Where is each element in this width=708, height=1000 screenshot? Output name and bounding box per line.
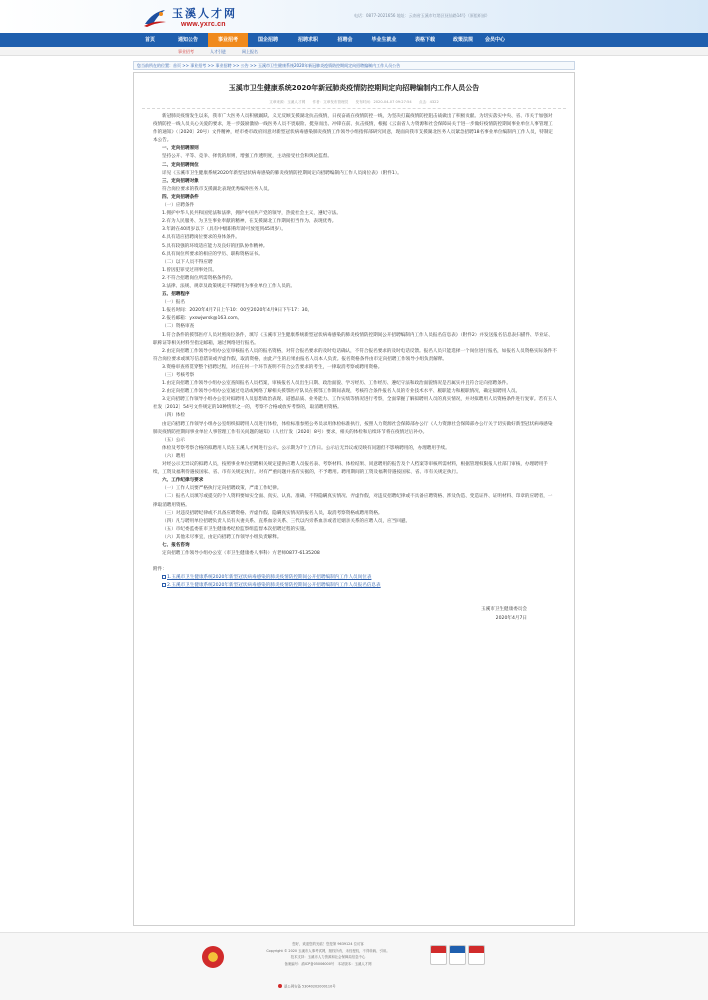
main-nav-items	[132, 33, 508, 47]
paragraph: 详见《玉溪市卫生健康系统2020年新型冠状病毒感染的肺炎疫情防控期间定向招聘编制内工作人员岗位表》（附件1）。	[162, 170, 402, 176]
police-record-text: 滇公网安备 53040202000110号	[284, 984, 336, 989]
section-heading: 四、定向招聘条件	[162, 194, 199, 200]
paragraph: 2.由定向招聘工作领导小组办公室通过电话或网络了解相关援鄂医疗队员在援鄂工作期间表现，考核符合条件报名人员的专业技术水平、履职能力和履职情况，确定拟聘用人员。	[162, 389, 521, 395]
attachment-1	[153, 574, 557, 582]
nav-item-4[interactable]: 招聘求职	[297, 37, 318, 43]
subnav-item-0[interactable]: 事业招考	[178, 49, 194, 54]
subnav-item-2[interactable]: 网上报名	[242, 49, 258, 54]
list-item: （五）市纪委监委驻市卫生健康委纪检监察组监督本次招聘过程的实施。	[162, 526, 310, 532]
header-contact-info: 电话：0877-2021656 地址：云南省玉溪市红塔区抚仙路14号（原组织部）	[354, 13, 490, 18]
paragraph: 对经公示无异议的拟聘人员，按照事业单位招聘相关规定提供应聘人员报名表、考察材料、体检结果、同意聘用的报告及个人档案等审核所需材料，根据管理权限报人社部门审核，办理聘用手续，工资及福利待遇按国家、省、市有关规定执行。对有严重问题并查有实据的，不予聘用。聘用期间的工资及福利待遇按国家、省、市有关规定执行。	[153, 462, 548, 476]
copyright: Copyright © 2020 玉溪市人事考试网，版权所有，未经授权，不得转载、引用。	[266, 948, 390, 953]
security-badge-icon[interactable]	[449, 945, 466, 965]
section-heading: 二、定向招聘岗位	[162, 162, 199, 168]
list-item: 2.不符合招聘岗位所需资格条件的。	[162, 275, 236, 281]
list-item: 2.有为人民服务、为卫生事业奉献的精神，在支援湖北工作期间担当作为、表现优秀。	[162, 219, 337, 225]
list-item: （四）凡与聘用单位招聘负责人员有夫妻关系、直系血亲关系、三代以内旁系血亲或者近姻亲关系的应聘人员，应当回避。	[162, 518, 411, 524]
subheading: （三）考核考察	[162, 373, 195, 378]
section-heading: 五、招聘程序	[162, 292, 190, 298]
list-item: 5.具有较强的环境适应能力及良好的团队协作精神。	[162, 243, 268, 249]
icp-record[interactable]: 备案编号：滇ICP备05006000号 本站版本：玉溪人才网	[284, 961, 372, 966]
list-item: 6.具有岗位所要求的相应的学历、职称资格证书。	[162, 251, 263, 257]
article-body	[153, 113, 557, 623]
visitor-count: 您好，欢迎您的光临！您是第 9639124 位访客	[292, 942, 364, 946]
logo-swoosh-icon	[143, 8, 167, 28]
list-item: 3.年龄在40周岁以下（具有中级职称年龄可放宽到45周岁）。	[162, 227, 287, 233]
site-logo-text[interactable]: 玉溪人才网	[172, 7, 237, 20]
network-police-badge-icon[interactable]	[468, 945, 485, 965]
sub-nav	[0, 47, 708, 56]
section-heading: 七、报名咨询	[162, 542, 190, 548]
subheading: （二）资格审查	[162, 324, 195, 330]
spacer	[153, 590, 557, 598]
section-heading: 六、工作纪律与要求	[162, 478, 204, 484]
article-panel	[133, 72, 575, 926]
list-item: 1.报名时间：2020年4月7日上午10：00至2020年4月9日下午17：30。	[162, 308, 313, 314]
site-footer	[0, 932, 708, 1000]
paragraph: 1.由定向招聘工作领导小组办公室查阅报名人员档案，审核报名人员出生日期、政治面貌、学习经历、工作经历、遵纪守法和政治面貌情况是否属实并且符合定向招聘条件。	[162, 381, 511, 387]
paragraph: 2.由定向招聘工作领导小组办公室审核报名人员的报名资格，对符合报名要求的及时电话确认，不符合报名要求的及时电话反馈。报名人员只能选择一个岗位进行报名，如报名人员资格实际条件不符合岗位要求或填写信息错误或弄虚作假，取消资格，由此产生的后果由报名人员本人负责。报名资格条件由市定向招聘工作领导小组负责解释。	[153, 348, 557, 362]
nav-item-5[interactable]: 招聘会	[337, 37, 353, 43]
title-divider	[142, 108, 566, 109]
paragraph: 由定向招聘工作领导小组办公室组织拟聘用人员进行体检，体检标准参照公务员录用体检标准执行，按照人力资源社会保障部办公厅《人力资源社会保障部办公厅关于切实做好新型冠状病毒感染肺炎疫情防控期间事业单位人事管理工作有关问题的通知》（人社厅发〔2020〕8号）要求，相关的体检和后续环节将在疫情过后补办。	[153, 421, 553, 435]
nav-item-0[interactable]: 首页	[144, 37, 155, 43]
nav-item-6[interactable]: 毕业生就业	[371, 37, 397, 43]
list-item: 1.曾因犯罪受过刑事处罚。	[162, 267, 217, 273]
paragraph: 坚持公开、平等、竞争、择优的原则，增强工作透明度，主动接受社会和舆论监督。	[162, 154, 332, 160]
list-item: 4.具有适应招聘岗位要求的身体条件。	[162, 235, 240, 241]
list-item: （一）工作人员要严格执行定向招聘政策，严肃工作纪律。	[162, 486, 282, 492]
spacer	[153, 598, 557, 606]
list-item: 3.法律、法规、规章及政策规定不得聘用为事业单位工作人员的。	[162, 283, 296, 289]
certification-badge-icon[interactable]	[430, 945, 447, 965]
section-heading: 三、定向招聘对象	[162, 178, 199, 184]
paragraph: 体检及考察考察合格的拟聘用人员在玉溪人才网进行公示。公示期为7个工作日。公示后无异议或反映有问题但不影响聘用的，办理聘用手续。	[162, 445, 450, 451]
attachment-link-1[interactable]: 1.玉溪市卫生健康系统2020年新型冠状病毒感染的肺炎疫情防控期间公开招聘编制内工作人员岗位表	[167, 575, 372, 581]
article-intro: 新冠肺炎疫情发生以来，我市广大医务人员积极踊跃、义无反顾支援湖北抗击疫情，日夜奋战在疫情防控一线，为坚决打赢疫情防控阻击战做出了积极贡献。为切实落实中央、省、市关于加强对疫情防控一线人员关心关爱的要求，进一步鼓励激励一线医务人员不畏艰险、挺身而出、冲锋在前、抗击疫情，根据《云南省人力资源和社会保障局关于进一步做好疫情防控期间事业单位人事管理工作的通知》（〔2020〕20号）文件精神，经市委市政府同意对新型冠状病毒感染肺炎疫情工作领导小组指挥部研究同意，现面向我市支援湖北医务人员紧急招聘18名事业单位编制内工作人员，特制定本公告。	[153, 114, 554, 144]
paragraph: 3.定向招聘工作领导小组办公室对拟聘用人员思想政治表现、道德品质、业务能力、工作实绩等情况进行考察，全面掌握了解拟聘用人员的真实情况，并对拟聘用人员资格条件进行复审。若有玉人社发〔2012〕54号文件规定的10种情形之一的，考察不合格或放弃考察的，取消聘用资格。	[153, 397, 557, 411]
list-item: 2.报名邮箱：yxswjwrsk@163.com。	[162, 316, 243, 322]
subheading: （五）公示	[162, 437, 185, 443]
section-heading: 一、定向招聘原则	[162, 146, 199, 152]
paragraph: 3.资格审查将贯穿整个招聘过程，对在任何一个环节查明不符合公告要求的考生，一律取消考察或聘用资格。	[162, 364, 383, 370]
site-header	[0, 0, 708, 33]
article-meta: 文章来源：玉溪人才网 作者：文章发布管理员 发布时间：2020-04-07 09:27:54 点击：4322	[269, 100, 439, 104]
signature-date: 2020年4月7日	[495, 615, 527, 621]
list-item: （二）报名人员填写或提交的个人资料要如实全面、真实、认真、准确，不得隐瞒真实情况、弄虚作假，对违反招聘纪律或不具备应聘资格、涉及伪造、变造证件、证明材料、印章的应聘者，一律取消聘用资格。	[153, 494, 553, 508]
emblem-icon	[202, 946, 224, 968]
list-item: 1.拥护中华人民共和国宪法和法律，拥护中国共产党的领导，热爱社会主义，遵纪守法。	[162, 211, 341, 217]
nav-item-7[interactable]: 表格下载	[414, 37, 435, 43]
spacer	[153, 558, 557, 566]
police-record[interactable]	[278, 984, 336, 990]
nav-item-2[interactable]: 事业招考	[208, 33, 248, 47]
sub-nav-items	[170, 47, 266, 56]
nav-item-9[interactable]: 会员中心	[484, 37, 505, 43]
nav-item-1[interactable]: 通知公告	[177, 37, 198, 43]
police-emblem-icon	[278, 984, 282, 988]
list-item: （六）其他未尽事宜，由定向招聘工作领导小组负责解释。	[162, 534, 282, 540]
attachments-label: 附件：	[153, 567, 167, 573]
nav-item-3[interactable]: 国企招聘	[257, 37, 278, 43]
footer-info	[228, 941, 428, 967]
subheading: （二）以下人员不得应聘	[162, 259, 213, 265]
attachment-2	[153, 582, 557, 590]
paragraph: 符合岗位要求的我市支援湖北表现优秀编外医务人员。	[162, 186, 273, 192]
file-icon	[162, 575, 166, 579]
subheading: （六）聘用	[162, 453, 185, 459]
footer-badges	[430, 945, 487, 965]
subheading: （一）应聘条件	[162, 203, 195, 209]
breadcrumb[interactable]	[133, 61, 575, 70]
main-nav	[0, 33, 708, 47]
subnav-item-1[interactable]: 人才引进	[210, 49, 226, 54]
site-logo-url: www.yxrc.cn	[181, 21, 226, 28]
subheading: （一）报名	[162, 300, 185, 306]
subheading: （四）体检	[162, 413, 185, 419]
paragraph: 定向招聘工作领导小组办公室（市卫生健康委人事科）方老师0877-6135208	[162, 551, 320, 557]
tech-support: 技术支持：玉溪市人力资源和社会保障局信息中心	[290, 955, 366, 959]
article-title: 玉溪市卫生健康系统2020年新冠肺炎疫情防控期间定向招聘编制内工作人员公告	[228, 84, 480, 92]
paragraph: 1.符合条件的援鄂医疗人员对照岗位条件，填写《玉溪市卫生健康系统新型冠状病毒感染的肺炎疫情防控期间公开招聘编制内工作人员报名信息表》（附件2）并发送报名信息表扫描件、毕业证、职称证等相关材料至指定邮箱，通过网络进行报名。	[153, 332, 553, 346]
signature-org: 玉溪市卫生健康委员会	[481, 607, 527, 613]
breadcrumb-text[interactable]: 您当前所在的位置：首页 >> 事业招考 >> 事业招聘 >> 公告 >> 玉溪市卫生健康系统2020年新冠肺炎疫情防控期间定向招聘编制内工作人员公告	[137, 63, 401, 68]
attachment-link-2[interactable]: 2.玉溪市卫生健康系统2020年新型冠状病毒感染的肺炎疫情防控期间公开招聘编制内工作人员报名信息表	[167, 583, 381, 589]
list-item: （三）对违反招聘纪律或不具备应聘资格、弄虚作假、隐瞒真实情况的报名人员，取消考察资格或聘用资格。	[162, 510, 383, 516]
file-icon	[162, 583, 166, 587]
nav-item-8[interactable]: 政策法规	[452, 37, 473, 43]
